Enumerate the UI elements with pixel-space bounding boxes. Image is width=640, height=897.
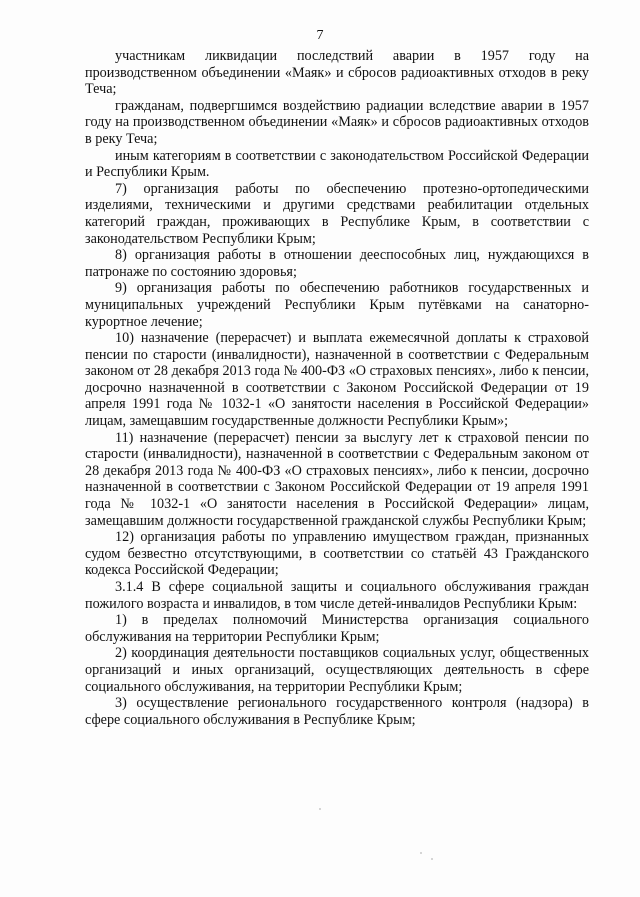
paragraph: 2) координация деятельности поставщиков социальных услуг, общественных организаций и иных организаций, осуществляющих деятельность в сфере социального обслуживания, на территории Республики Крым; xyxy=(85,645,589,695)
paragraph: иным категориям в соответствии с законодательством Российской Федерации и Республики Крым. xyxy=(85,147,589,181)
paragraph: гражданам, подвергшимся воздействию радиации вследствие аварии в 1957 году на производственном объединении «Маяк» и сбросов радиоактивных отходов в реку Теча; xyxy=(85,97,589,147)
scan-speck xyxy=(431,858,433,860)
paragraph: участникам ликвидации последствий аварии в 1957 году на производственном объединении «Маяк» и сбросов радиоактивных отходов в реку Теча; xyxy=(85,48,589,98)
paragraph: 10) назначение (перерасчет) и выплата ежемесячной доплаты к страховой пенсии по старости (инвалидности), назначенной в соответствии с Федеральным законом от 28 декабря 2013 года № 400-ФЗ «О страховых пенсиях», либо к пенсии, досрочно назначенной в соответствии с Законом Российской Федерации от 19 апреля 1991 года № 1032-1 «О занятости населения в Российской Федерации» лицам, замещавшим государственные должности Республики Крым»; xyxy=(85,330,589,430)
paragraph: 7) организация работы по обеспечению протезно-ортопедическими изделиями, техническими и другими средствами реабилитации отдельных категорий граждан, проживающих в Республике Крым, в соответствии с законодательством Республики Крым; xyxy=(85,180,589,247)
paragraph: 11) назначение (перерасчет) пенсии за выслугу лет к страховой пенсии по старости (инвалидности), назначенной в соответствии с Федеральным законом от 28 декабря 2013 года № 400-ФЗ «О страховых пенсиях», либо к пенсии, досрочно назначенной в соответствии с Законом Российской Федерации от 19 апреля 1991 года № 1032-1 «О занятости населения в Российской Федерации» лицам, замещавшим должности государственной гражданской службы Республики Крым; xyxy=(85,429,589,529)
page-number: 7 xyxy=(316,28,324,43)
paragraph: 9) организация работы по обеспечению работников государственных и муниципальных учреждений Республики Крым путёвками на санаторно-курортное лечение; xyxy=(85,280,589,330)
paragraph: 3) осуществление регионального государственного контроля (надзора) в сфере социального обслуживания в Республике Крым; xyxy=(85,695,589,728)
paragraph: 1) в пределах полномочий Министерства организация социального обслуживания на территории Республики Крым; xyxy=(85,612,589,645)
document-body xyxy=(85,48,589,728)
scan-speck xyxy=(319,808,321,810)
paragraph: 3.1.4 В сфере социальной защиты и социального обслуживания граждан пожилого возраста и инвалидов, в том числе детей-инвалидов Республики Крым: xyxy=(85,579,589,612)
paragraph: 8) организация работы в отношении дееспособных лиц, нуждающихся в патронаже по состоянию здоровья; xyxy=(85,247,589,280)
paragraph: 12) организация работы по управлению имуществом граждан, признанных судом безвестно отсутствующими, в соответствии со статьёй 43 Гражданского кодекса Российской Федерации; xyxy=(85,529,589,579)
scan-speck xyxy=(420,852,422,854)
